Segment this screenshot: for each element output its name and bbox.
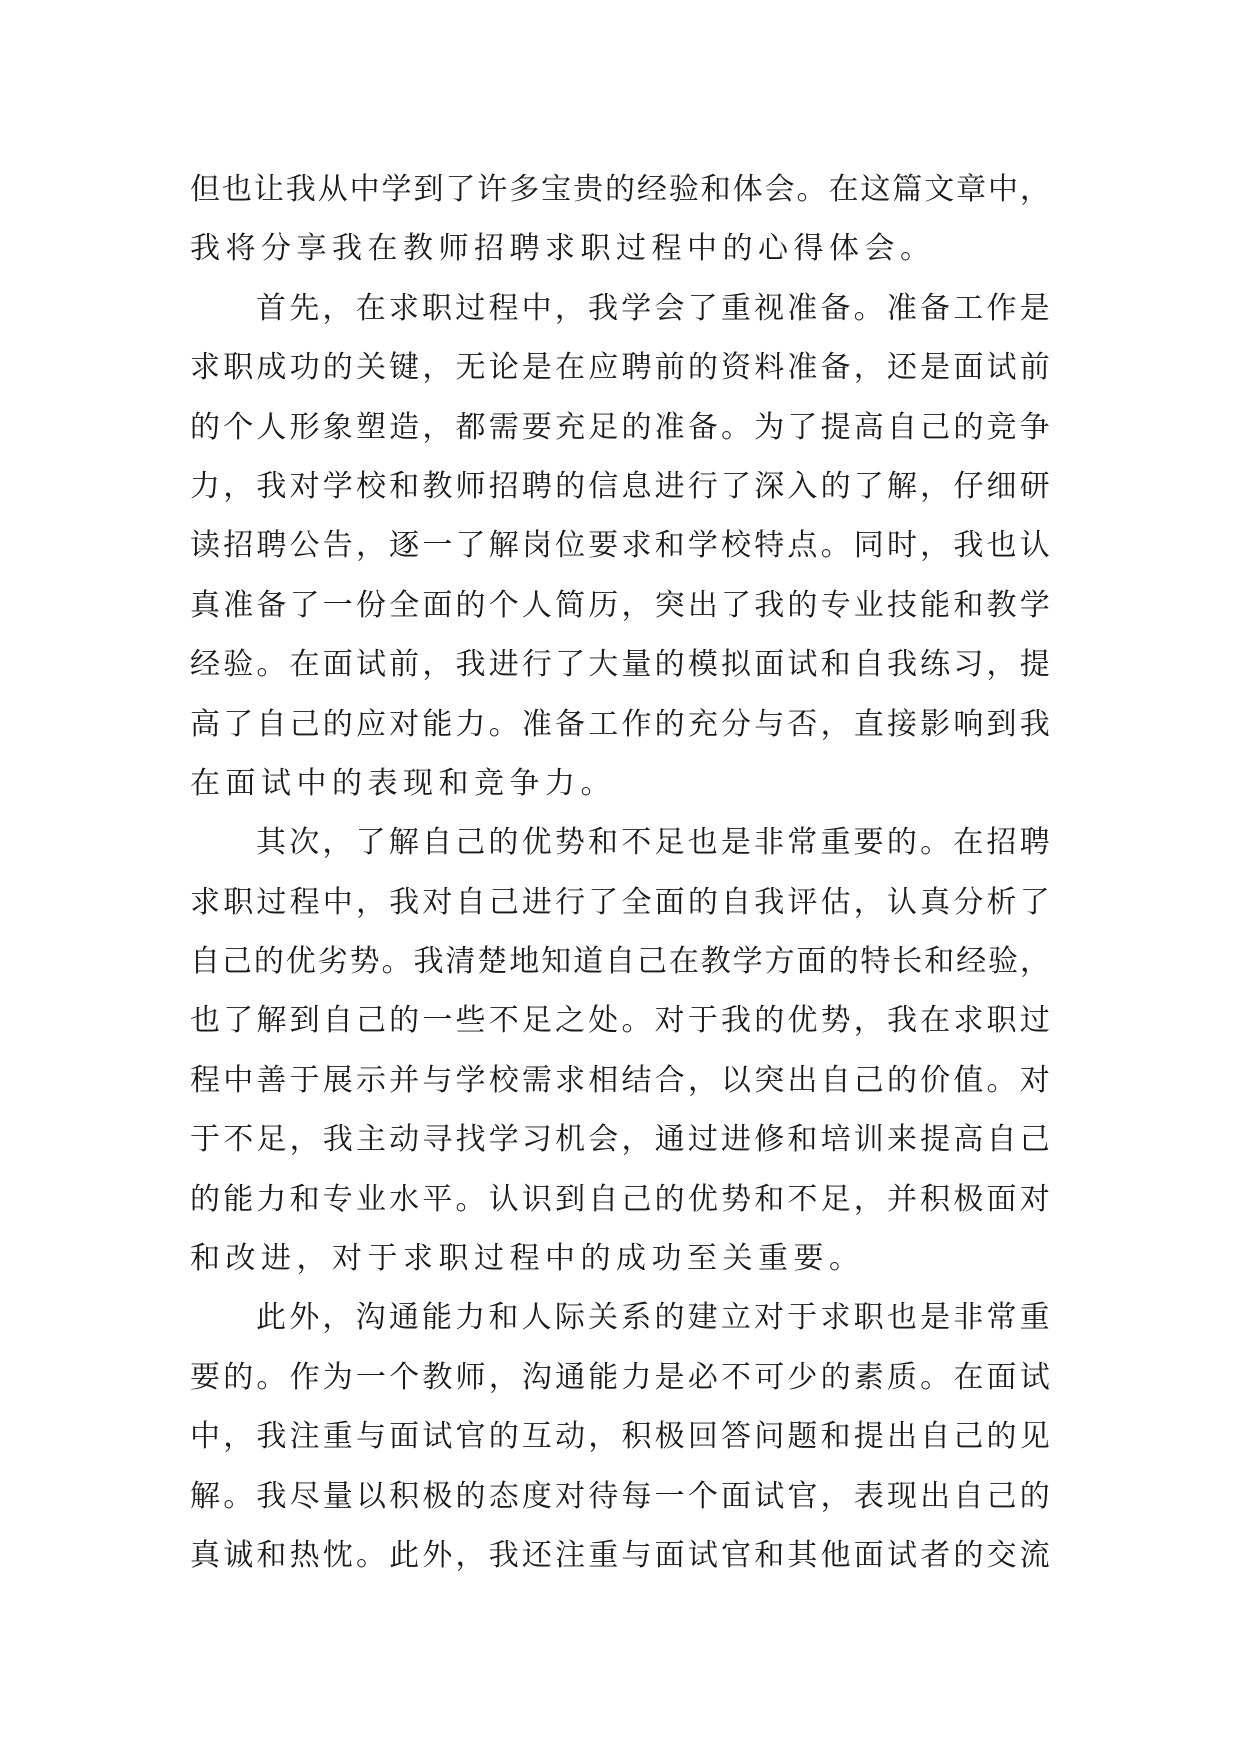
text-line: 读 招 聘 公 告 ， 逐 一 了 解 岗 位 要 求 和 学 校 特 点 。 同 时 ， 我 也 认 [190, 528, 1050, 564]
text-line: 真 诚 和 热 忱 。 此 外 ， 我 还 注 重 与 面 试 官 和 其 他 面 试 者 的 交 流 [190, 1537, 1050, 1573]
text-line: 要 的 。 作 为 一 个 教 师 ， 沟 通 能 力 是 必 不 可 少 的 素 质 。 在 面 试 [190, 1359, 1050, 1395]
text-line: 求 职 过 程 中 ， 我 对 自 己 进 行 了 全 面 的 自 我 评 估 ， 认 真 分 析 了 [190, 884, 1050, 920]
text-line: 程 中 善 于 展 示 并 与 学 校 需 求 相 结 合 ， 以 突 出 自 己 的 价 值 。 对 [190, 1062, 1050, 1098]
text-line: 求 职 成 功 的 关 键 ， 无 论 是 在 应 聘 前 的 资 料 准 备 ， 还 是 面 试 前 [190, 350, 1050, 386]
text-line: 和 改 进 ， 对 于 求 职 过 程 中 的 成 功 至 关 重 要 。 [190, 1241, 859, 1277]
text-line: 首 先 ， 在 求 职 过 程 中 ， 我 学 会 了 重 视 准 备 。 准 备 工 作 是 [256, 290, 1050, 326]
text-line: 但 也 让 我 从 中 学 到 了 许 多 宝 贵 的 经 验 和 体 会 。 在 这 篇 文 章 中 ， [190, 172, 1050, 207]
text-line: 经 验 。 在 面 试 前 ， 我 进 行 了 大 量 的 模 拟 面 试 和 自 我 练 习 ， 提 [190, 647, 1050, 683]
text-line: 真 准 备 了 一 份 全 面 的 个 人 简 历 ， 突 出 了 我 的 专 业 技 能 和 教 学 [190, 587, 1050, 623]
article-body [190, 160, 1050, 1585]
text-line: 高 了 自 己 的 应 对 能 力 。 准 备 工 作 的 充 分 与 否 ， 直 接 影 响 到 我 [190, 706, 1050, 742]
text-line: 的 能 力 和 专 业 水 平 。 认 识 到 自 己 的 优 势 和 不 足 ， 并 积 极 面 对 [190, 1181, 1050, 1217]
text-line: 解 。 我 尽 量 以 积 极 的 态 度 对 待 每 一 个 面 试 官 ， 表 现 出 自 己 的 [190, 1478, 1050, 1514]
text-line: 此 外 ， 沟 通 能 力 和 人 际 关 系 的 建 立 对 于 求 职 也 是 非 常 重 [256, 1300, 1050, 1336]
text-line: 其 次 ， 了 解 自 己 的 优 势 和 不 足 也 是 非 常 重 要 的 。 在 招 聘 [256, 825, 1050, 861]
text-line: 自 己 的 优 劣 势 。 我 清 楚 地 知 道 自 己 在 教 学 方 面 的 特 长 和 经 验 ， [190, 944, 1050, 980]
text-line: 中 ， 我 注 重 与 面 试 官 的 互 动 ， 积 极 回 答 问 题 和 提 出 自 己 的 见 [190, 1419, 1050, 1455]
text-line: 的 个 人 形 象 塑 造 ， 都 需 要 充 足 的 准 备 。 为 了 提 高 自 己 的 竞 争 [190, 409, 1050, 445]
text-line: 力 ， 我 对 学 校 和 教 师 招 聘 的 信 息 进 行 了 深 入 的 了 解 ， 仔 细 研 [190, 468, 1050, 504]
text-line: 于 不 足 ， 我 主 动 寻 找 学 习 机 会 ， 通 过 进 修 和 培 训 来 提 高 自 己 [190, 1122, 1050, 1158]
text-line: 我 将 分 享 我 在 教 师 招 聘 求 职 过 程 中 的 心 得 体 会 。 [190, 231, 930, 267]
text-line: 也 了 解 到 自 己 的 一 些 不 足 之 处 。 对 于 我 的 优 势 ， 我 在 求 职 过 [190, 1003, 1050, 1039]
text-line: 在 面 试 中 的 表 现 和 竞 争 力 。 [190, 765, 611, 801]
